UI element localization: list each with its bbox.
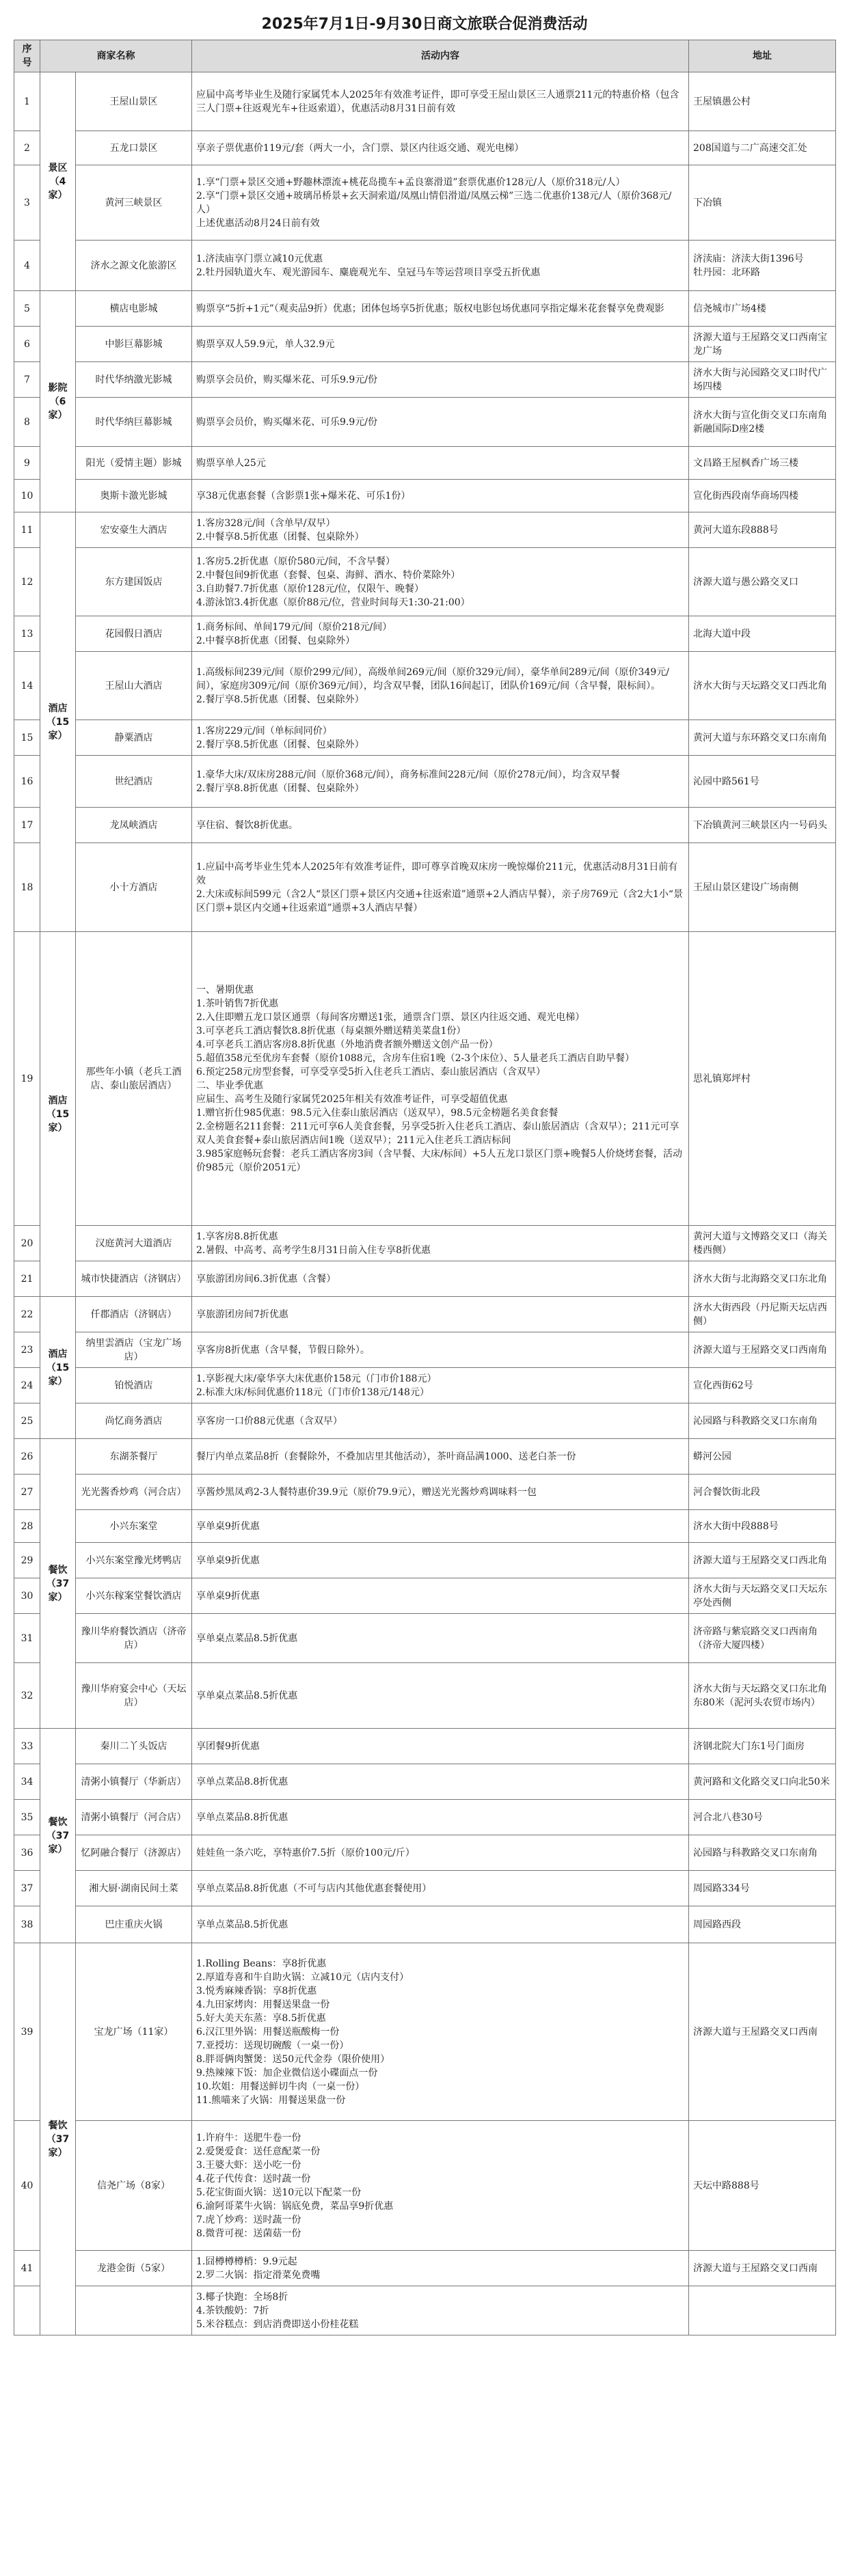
merchant-address: 北海大道中段 — [689, 616, 836, 652]
merchant-address: 周园路334号 — [689, 1871, 836, 1906]
row-no: 7 — [14, 362, 40, 398]
merchant-name: 东方建国饭店 — [76, 548, 192, 616]
row-no: 2 — [14, 131, 40, 165]
activity-content: 享客房8折优惠（含早餐，节假日除外）。 — [192, 1332, 689, 1368]
merchant-name: 那些年小镇（老兵工酒店、泰山旅居酒店） — [76, 932, 192, 1226]
merchant-address: 济水大街与天坛路交叉口天坛东亭处西侧 — [689, 1578, 836, 1614]
merchant-name: 花园假日酒店 — [76, 616, 192, 652]
activity-content: 享旅游团房间7折优惠 — [192, 1297, 689, 1332]
merchant-address: 黄河路和文化路交叉口向北50米 — [689, 1764, 836, 1800]
merchant-name: 信尧广场（8家） — [76, 2121, 192, 2251]
activity-content: 享客房一口价88元优惠（含双早） — [192, 1403, 689, 1439]
table-row — [14, 1663, 836, 1729]
merchant-address: 河合餐饮街北段 — [689, 1475, 836, 1510]
activity-content: 购票享会员价，购买爆米花、可乐9.9元/份 — [192, 362, 689, 398]
table-row — [14, 1439, 836, 1475]
merchant-address: 天坛中路888号 — [689, 2121, 836, 2251]
table-header-row — [14, 40, 836, 72]
row-no: 23 — [14, 1332, 40, 1368]
table-row — [14, 131, 836, 165]
merchant-address: 济渎庙：济渎大街1396号 牡丹园：北环路 — [689, 241, 836, 291]
activity-content: 享亲子票优惠价119元/套（两大一小，含门票、景区内往返交通、观光电梯） — [192, 131, 689, 165]
activity-content: 3.椰子快跑：全场8折 4.茶铁酸奶：7折 5.米谷糕点：到店消费即送小份桂花糕 — [192, 2286, 689, 2335]
activity-content: 应届中高考毕业生及随行家属凭本人2025年有效准考证件，即可享受王屋山景区三人通票211元的特惠价格（包含三人门票+往返观光车+往返索道），优惠活动8月31日前有效 — [192, 72, 689, 131]
row-no: 12 — [14, 548, 40, 616]
activity-content: 1.济渎庙享门票立减10元优惠 2.牡丹园轨道火车、观光游园车、麋鹿观光车、皇冠马车等运营项目享受五折优惠 — [192, 241, 689, 291]
activity-content: 享单点菜品8.8折优惠 — [192, 1800, 689, 1835]
table-row — [14, 756, 836, 808]
merchant-name: 王屋山景区 — [76, 72, 192, 131]
category-hotel: 酒店 （15家） — [40, 512, 76, 932]
merchant-name: 宝龙广场（11家） — [76, 1943, 192, 2121]
table-row — [14, 1475, 836, 1510]
row-no: 10 — [14, 480, 40, 512]
merchant-name: 中影巨幕影城 — [76, 327, 192, 362]
merchant-address: 济源大道与王屋路交叉口西南角 — [689, 1332, 836, 1368]
merchant-name: 王屋山大酒店 — [76, 652, 192, 720]
merchant-address: 文昌路王屋枫香广场三楼 — [689, 447, 836, 480]
merchant-name: 小兴东案堂 — [76, 1510, 192, 1543]
activity-content: 享单桌9折优惠 — [192, 1510, 689, 1543]
merchant-name: 豫川华府宴会中心（天坛店） — [76, 1663, 192, 1729]
merchant-name: 湘大厨·湖南民间土菜 — [76, 1871, 192, 1906]
row-no — [14, 2286, 40, 2335]
table-row — [14, 327, 836, 362]
activity-content: 1.高级标间239元/间（原价299元/间），高级单间269元/间（原价329元/间），豪华单间289元/间（原价349元/间），家庭房309元/间（原价369元/间），均含双早餐，团队16间起订，团队价169元/间（含早餐，限标间）。 2.餐厅享8.5折优惠（团餐、包桌除外） — [192, 652, 689, 720]
activity-content: 1.豪华大床/双床房288元/间（原价368元/间），商务标准间228元/间（原价278元/间），均含双早餐 2.餐厅享8.8折优惠（团餐、包桌除外） — [192, 756, 689, 808]
row-no: 41 — [14, 2251, 40, 2286]
merchant-address: 济源大道与王屋路交叉口西南 — [689, 2251, 836, 2286]
activity-content: 1.客房328元/间（含单早/双早） 2.中餐享8.5折优惠（团餐、包桌除外） — [192, 512, 689, 548]
activity-content: 享单点菜品8.8折优惠（不可与店内其他优惠套餐使用） — [192, 1871, 689, 1906]
category-cinema: 影院 （6家） — [40, 291, 76, 512]
row-no: 13 — [14, 616, 40, 652]
table-row — [14, 1614, 836, 1663]
merchant-address: 沁园路与科教路交叉口东南角 — [689, 1835, 836, 1871]
table-row — [14, 447, 836, 480]
merchant-address: 济水大街与宣化街交叉口东南角新融国际D座2楼 — [689, 398, 836, 447]
merchant-address: 宣化街西段南华商场四楼 — [689, 480, 836, 512]
merchant-address: 黄河大道与文博路交叉口（海关楼西侧） — [689, 1226, 836, 1261]
table-row — [14, 616, 836, 652]
row-no: 37 — [14, 1871, 40, 1906]
row-no: 4 — [14, 241, 40, 291]
table-row — [14, 1943, 836, 2121]
row-no: 18 — [14, 843, 40, 932]
row-no: 16 — [14, 756, 40, 808]
activity-content: 1.享“门票+景区交通+野趣林漂流+桃花岛揽车+孟良寨滑道”套票优惠价128元/人（原价318元/人） 2.享“门票+景区交通+玻璃吊桥景+玄天洞索道/凤凰山情侣滑道/凤凰云梯”三选二优惠价138元/人（原价368元/人） 上述优惠活动8月24日前有效 — [192, 165, 689, 241]
activity-content: 购票享双人59.9元，单人32.9元 — [192, 327, 689, 362]
table-row — [14, 165, 836, 241]
merchant-name: 铂悦酒店 — [76, 1368, 192, 1403]
merchant-address: 济水大街与天坛路交叉口东北角东80米（泥河头农贸市场内） — [689, 1663, 836, 1729]
row-no: 14 — [14, 652, 40, 720]
row-no: 35 — [14, 1800, 40, 1835]
merchant-name: 龙港金街（5家） — [76, 2251, 192, 2286]
merchant-name: 横店电影城 — [76, 291, 192, 327]
merchant-address: 宣化西街62号 — [689, 1368, 836, 1403]
category-dining: 餐饮 （37家） — [40, 1439, 76, 1729]
merchant-address: 周园路西段 — [689, 1906, 836, 1943]
merchant-name: 忆阿融合餐厅（济源店） — [76, 1835, 192, 1871]
merchant-name — [76, 2286, 192, 2335]
row-no: 27 — [14, 1475, 40, 1510]
merchant-name: 小兴东案堂豫光烤鸭店 — [76, 1543, 192, 1578]
row-no: 30 — [14, 1578, 40, 1614]
merchant-address: 下冶镇 — [689, 165, 836, 241]
merchant-address: 王屋山景区建设广场南侧 — [689, 843, 836, 932]
merchant-name: 纳里雲酒店（宝龙广场店） — [76, 1332, 192, 1368]
merchant-address: 济钢北院大门东1号门面房 — [689, 1729, 836, 1764]
header-address: 地址 — [689, 40, 836, 72]
row-no: 1 — [14, 72, 40, 131]
table-row — [14, 1578, 836, 1614]
merchant-name: 奥斯卡激光影城 — [76, 480, 192, 512]
merchant-name: 城市快捷酒店（济钢店） — [76, 1261, 192, 1297]
table-row — [14, 548, 836, 616]
merchant-address: 信尧城市广场4楼 — [689, 291, 836, 327]
row-no: 20 — [14, 1226, 40, 1261]
merchant-name: 汉庭黄河大道酒店 — [76, 1226, 192, 1261]
merchant-name: 时代华纳巨幕影城 — [76, 398, 192, 447]
activity-content: 购票享会员价，购买爆米花、可乐9.9元/份 — [192, 398, 689, 447]
merchant-address: 济源大道与愚公路交叉口 — [689, 548, 836, 616]
activity-content: 1.商务标间、单间179元/间（原价218元/间） 2.中餐享8折优惠（团餐、包桌除外） — [192, 616, 689, 652]
table-row — [14, 2251, 836, 2286]
table-row — [14, 512, 836, 548]
row-no: 34 — [14, 1764, 40, 1800]
merchant-name: 济水之源文化旅游区 — [76, 241, 192, 291]
merchant-name: 清粥小镇餐厅（华新店） — [76, 1764, 192, 1800]
table-row — [14, 652, 836, 720]
row-no: 31 — [14, 1614, 40, 1663]
table-row — [14, 1226, 836, 1261]
activity-content: 享住宿、餐饮8折优惠。 — [192, 808, 689, 843]
merchant-address: 沁园中路561号 — [689, 756, 836, 808]
table-row — [14, 1543, 836, 1578]
activity-content: 1.享客房8.8折优惠 2.暑假、中高考、高考学生8月31日前入住专享8折优惠 — [192, 1226, 689, 1261]
table-row — [14, 72, 836, 131]
activity-content: 享酱炒黑凤鸡2-3人餐特惠价39.9元（原价79.9元），赠送光光酱炒鸡调味料一包 — [192, 1475, 689, 1510]
merchant-name: 五龙口景区 — [76, 131, 192, 165]
header-merchant: 商家名称 — [40, 40, 192, 72]
merchant-address: 济水大街与天坛路交叉口西北角 — [689, 652, 836, 720]
merchant-address: 黄河大道与东环路交叉口东南角 — [689, 720, 836, 756]
table-row — [14, 1906, 836, 1943]
row-no: 19 — [14, 932, 40, 1226]
category-hotel: 酒店 （15家） — [40, 1297, 76, 1439]
activity-content: 享单桌点菜品8.5折优惠 — [192, 1663, 689, 1729]
header-activity: 活动内容 — [192, 40, 689, 72]
merchant-address: 思礼镇郑坪村 — [689, 932, 836, 1226]
table-row — [14, 1800, 836, 1835]
row-no: 33 — [14, 1729, 40, 1764]
row-no: 36 — [14, 1835, 40, 1871]
merchant-name: 尚忆商务酒店 — [76, 1403, 192, 1439]
merchant-address: 沁园路与科教路交叉口东南角 — [689, 1403, 836, 1439]
row-no: 22 — [14, 1297, 40, 1332]
table-row — [14, 1297, 836, 1332]
category-dining: 餐饮 （37家） — [40, 1729, 76, 1943]
row-no: 39 — [14, 1943, 40, 2121]
row-no: 8 — [14, 398, 40, 447]
row-no: 40 — [14, 2121, 40, 2251]
activity-content: 1.客房229元/间（单标间同价） 2.餐厅享8.5折优惠（团餐、包桌除外） — [192, 720, 689, 756]
merchant-address: 济水大街与沁园路交叉口时代广场四楼 — [689, 362, 836, 398]
merchant-address: 208国道与二广高速交汇处 — [689, 131, 836, 165]
activity-content: 享单桌9折优惠 — [192, 1578, 689, 1614]
table-row — [14, 2286, 836, 2335]
row-no: 17 — [14, 808, 40, 843]
merchant-name: 巴庄重庆火锅 — [76, 1906, 192, 1943]
row-no: 11 — [14, 512, 40, 548]
row-no: 26 — [14, 1439, 40, 1475]
category-hotel: 酒店 （15家） — [40, 932, 76, 1297]
activity-content: 享单点菜品8.8折优惠 — [192, 1764, 689, 1800]
table-row — [14, 1835, 836, 1871]
table-row — [14, 1729, 836, 1764]
merchant-name: 东湖茶餐厅 — [76, 1439, 192, 1475]
table-row — [14, 932, 836, 1226]
activity-content: 享单桌点菜品8.5折优惠 — [192, 1614, 689, 1663]
table-row — [14, 720, 836, 756]
activity-content: 1.客房5.2折优惠（原价580元/间，不含早餐） 2.中餐包间9折优惠（套餐、包桌、海鲜、酒水、特价菜除外） 3.自助餐7.7折优惠（原价128元/位，仅限午、晚餐） 4.游泳馆3.4折优惠（原价88元/位，营业时间每天1:30-21:00） — [192, 548, 689, 616]
activity-content: 一、暑期优惠 1.茶叶销售7折优惠 2.入住即赠五龙口景区通票（每间客房赠送1张，通票含门票、景区内往返交通、观光电梯） 3.可享老兵工酒店餐饮8.8折优惠（每桌额外赠送精美菜盘1份） 4.可享老兵工酒店客房8.8折优惠（外地消费者额外赠送文创产品一份） 5.超值358元至优房车套餐（原价1088元，含房车住宿1晚（2-3个床位）、5人量老兵工酒店自助早餐） 6.预定258元房型套餐，可享受享受5折入住老兵工酒店、泰山旅居酒店（含双早） 二、毕业季优惠 应届生、高考生及随行家属凭2025年相关有效准考证件，可享受超值优惠 1.赠官折仕985优惠：98.5元入住泰山旅居酒店（送双早），98.5元金榜题名美食套餐 2.金榜题名211套餐：211元可享6人美食套餐，另享受5折入住老兵工酒店、泰山旅居酒店（含双早）；211元可享双人美食套餐+泰山旅居酒店间1晚（送双早）；211元入住老兵工酒店标间 3.985家庭畅玩套餐：老兵工酒店客房3间（含早餐、大床/标间）+5人五龙口景区门票+晚餐5人价烧烤套餐，活动价985元（原价2051元） — [192, 932, 689, 1226]
merchant-address: 黄河大道东段888号 — [689, 512, 836, 548]
table-row — [14, 480, 836, 512]
table-row — [14, 1368, 836, 1403]
row-no: 9 — [14, 447, 40, 480]
activity-content: 娃娃鱼一条六吃，享特惠价7.5折（原价100元/斤） — [192, 1835, 689, 1871]
row-no: 32 — [14, 1663, 40, 1729]
merchant-address — [689, 2286, 836, 2335]
merchant-name: 黄河三峡景区 — [76, 165, 192, 241]
table-row — [14, 1764, 836, 1800]
row-no: 38 — [14, 1906, 40, 1943]
merchant-address: 济源大道与王屋路交叉口西南 — [689, 1943, 836, 2121]
row-no: 21 — [14, 1261, 40, 1297]
merchant-name: 小兴东稼案堂餐饮酒店 — [76, 1578, 192, 1614]
table-row — [14, 1332, 836, 1368]
activity-content: 享单桌9折优惠 — [192, 1543, 689, 1578]
table-row — [14, 843, 836, 932]
merchant-name: 时代华纳激光影城 — [76, 362, 192, 398]
row-no: 29 — [14, 1543, 40, 1578]
merchant-address: 济水大街与北海路交叉口东北角 — [689, 1261, 836, 1297]
category-scenic: 景区 （4家） — [40, 72, 76, 291]
row-no: 5 — [14, 291, 40, 327]
merchant-address: 济源大道与王屋路交叉口西北角 — [689, 1543, 836, 1578]
activity-content: 享旅游团房间6.3折优惠（含餐） — [192, 1261, 689, 1297]
row-no: 15 — [14, 720, 40, 756]
merchant-name: 豫川华府餐饮酒店（济帝店） — [76, 1614, 192, 1663]
row-no: 28 — [14, 1510, 40, 1543]
activity-content: 1.应届中高考毕业生凭本人2025年有效准考证件，即可尊享首晚双床房一晚惊爆价211元，优惠活动8月31日前有效 2.大床或标间599元（含2人“景区门票+景区内交通+往返索道”通票+2人酒店早餐），亲子房769元（含2大1小“景区门票+景区内交通+往返索道”通票+3人酒店早餐） — [192, 843, 689, 932]
table-row — [14, 291, 836, 327]
category-dining: 餐饮 （37家） — [40, 1943, 76, 2335]
table-row — [14, 808, 836, 843]
merchant-name: 静粟酒店 — [76, 720, 192, 756]
table-row — [14, 1871, 836, 1906]
merchant-address: 下冶镇黄河三峡景区内一号码头 — [689, 808, 836, 843]
merchant-name: 清粥小镇餐厅（河合店） — [76, 1800, 192, 1835]
merchant-name: 宏安豪生大酒店 — [76, 512, 192, 548]
activity-content: 购票享单人25元 — [192, 447, 689, 480]
promotion-table — [14, 40, 836, 2335]
merchant-address: 河合北八巷30号 — [689, 1800, 836, 1835]
table-row — [14, 398, 836, 447]
activity-content: 1.Rolling Beans：享8折优惠 2.厚道寿喜和牛自助火锅：立减10元（店内支付） 3.悦秀麻辣香锅：享8折优惠 4.九田家烤肉：用餐送果盘一份 5.好大美天东蒸：享8.5折优惠 6.汉江里外锅：用餐送瓶酸梅一份 7.亚授坊：送现切碗酸（一桌一份） 8.胖哥俩肉蟹煲：送50元代金券（限价使用） 9.热辣辣下饭：加企业微信送小碟面点一份 10.坎姐：用餐送鲜切牛肉（一桌一份） 11.熊喵来了火锅：用餐送果盘一份 — [192, 1943, 689, 2121]
row-no: 24 — [14, 1368, 40, 1403]
merchant-name: 仟郡酒店（济钢店） — [76, 1297, 192, 1332]
activity-content: 1.囧樽樽樽梢：9.9元起 2.罗二火锅：指定滑菜免费嘴 — [192, 2251, 689, 2286]
merchant-name: 世纪酒店 — [76, 756, 192, 808]
row-no: 6 — [14, 327, 40, 362]
activity-content: 享单点菜品8.5折优惠 — [192, 1906, 689, 1943]
merchant-name: 龙凤峡酒店 — [76, 808, 192, 843]
merchant-address: 王屋镇愚公村 — [689, 72, 836, 131]
merchant-name: 小十方酒店 — [76, 843, 192, 932]
table-row — [14, 1510, 836, 1543]
row-no: 3 — [14, 165, 40, 241]
activity-content: 购票享“5折+1元”（观卖品9折）优惠；团体包场享5折优惠；版权电影包场优惠同享指定爆米花套餐享免费观影 — [192, 291, 689, 327]
table-row — [14, 362, 836, 398]
merchant-address: 济水大街中段888号 — [689, 1510, 836, 1543]
activity-content: 餐厅内单点菜品8折（套餐除外，不叠加店里其他活动），茶叶商品满1000、送老白茶一份 — [192, 1439, 689, 1475]
table-row — [14, 1403, 836, 1439]
merchant-name: 秦川二丫头饭店 — [76, 1729, 192, 1764]
merchant-name: 阳光（爱情主题）影城 — [76, 447, 192, 480]
document-title: 2025年7月1日-9月30日商文旅联合促消费活动 — [261, 16, 588, 33]
table-row — [14, 1261, 836, 1297]
merchant-address: 济帝路与紫宸路交叉口西南角（济帝大厦四楼） — [689, 1614, 836, 1663]
merchant-address: 济水大街西段（丹尼斯天坛店西侧） — [689, 1297, 836, 1332]
activity-content: 1.许府牛：送肥牛卷一份 2.爱煲爱食：送任意配菜一份 3.王婆大虾：送小吃一份 4.花子代传食：送时蔬一份 5.花宝街面火锅：送10元以下配菜一份 6.渝阿哥菜牛火锅：锅底免费，菜品享9折优惠 7.虎丫炒鸡：送时蔬一份 8.微背可视：送菌菇一份 — [192, 2121, 689, 2251]
activity-content: 1.享影视大床/豪华享大床优惠价158元（门市价188元） 2.标准大床/标间优惠价118元（门市价138元/148元） — [192, 1368, 689, 1403]
activity-content: 享38元优惠套餐（含影票1张+爆米花、可乐1份） — [192, 480, 689, 512]
header-no: 序号 — [14, 40, 40, 72]
row-no: 25 — [14, 1403, 40, 1439]
merchant-address: 蟒河公园 — [689, 1439, 836, 1475]
table-row — [14, 241, 836, 291]
merchant-name: 光光酱香炒鸡（河合店） — [76, 1475, 192, 1510]
table-row — [14, 2121, 836, 2251]
activity-content: 享团餐9折优惠 — [192, 1729, 689, 1764]
merchant-address: 济源大道与王屋路交叉口西南宝龙广场 — [689, 327, 836, 362]
